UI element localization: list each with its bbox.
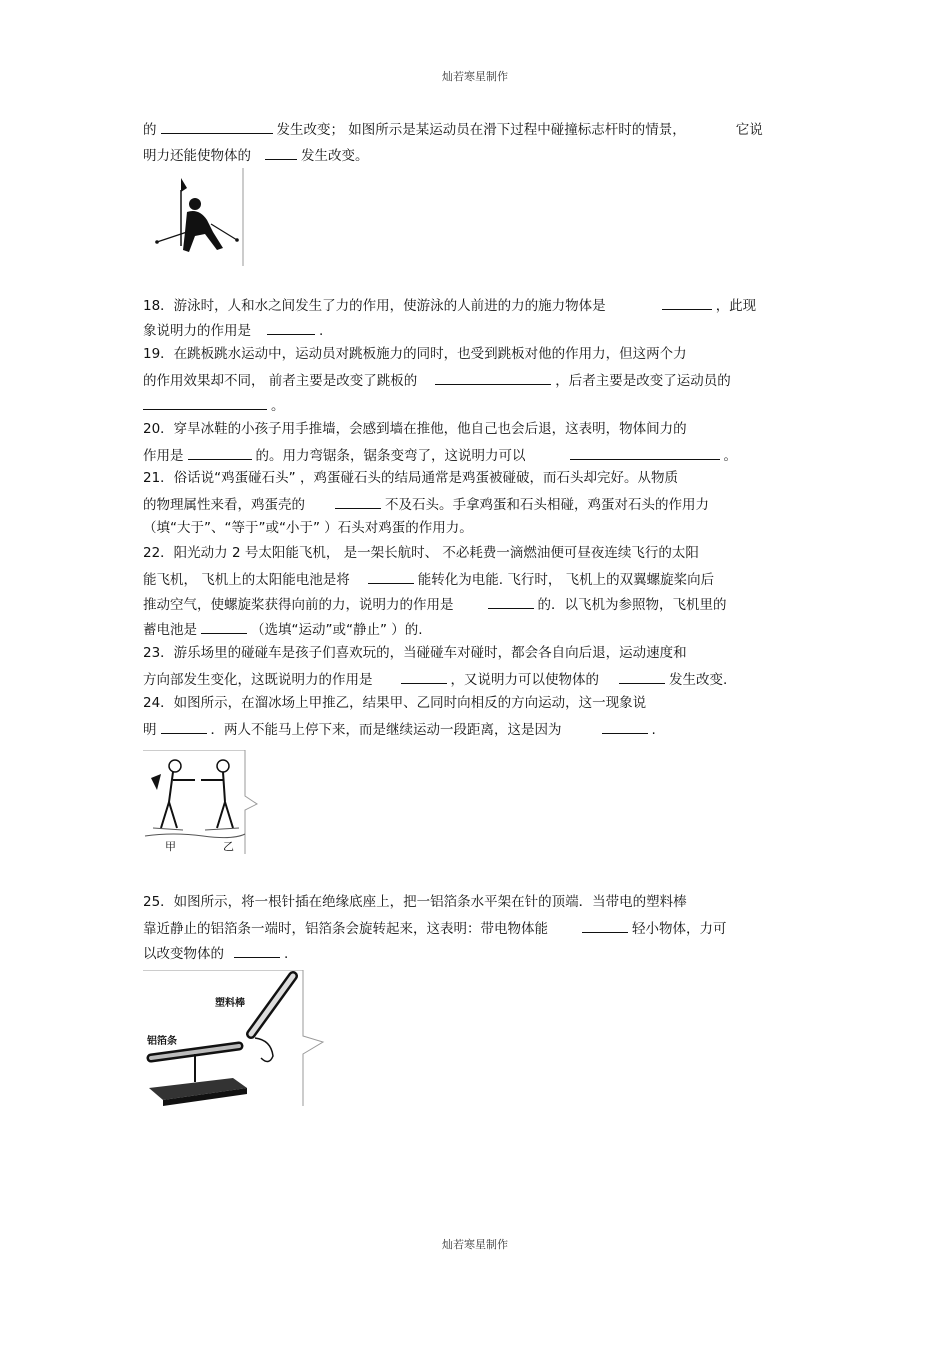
text: ．两人不能马上停下来，而是继续运动一段距离，这是因为 bbox=[210, 722, 562, 738]
text: 靠近静止的铝箔条一端时，铝箔条会旋转起来，这表明：带电物体能 bbox=[143, 921, 548, 937]
answer-blank[interactable] bbox=[335, 493, 381, 509]
text: 的．以飞机为参照物，飞机里的 bbox=[537, 597, 727, 613]
text: 21．俗话说“鸡蛋碰石头” ，鸡蛋碰石头的结局通常是鸡蛋被碰破，而石头却完好。从物质 bbox=[143, 470, 678, 486]
text: . bbox=[284, 946, 289, 962]
q23-line-2 bbox=[143, 668, 813, 688]
text: 的物理属性来看，鸡蛋壳的 bbox=[143, 497, 305, 513]
answer-blank[interactable] bbox=[662, 294, 712, 310]
q17-line-1 bbox=[143, 118, 813, 138]
text: 24．如图所示，在溜冰场上甲推乙，结果甲、乙同时向相反的方向运动，这一现象说 bbox=[143, 695, 647, 711]
label-plastic-rod: 塑料棒 bbox=[215, 998, 245, 1009]
answer-blank[interactable] bbox=[570, 444, 720, 460]
text: 发生改变. bbox=[669, 672, 728, 688]
text: 明 bbox=[143, 722, 157, 738]
text: 的作用效果却不同， 前者主要是改变了跳板的 bbox=[143, 373, 418, 389]
text: 18．游泳时，人和水之间发生了力的作用，使游泳的人前进的力的施力物体是 bbox=[143, 298, 606, 314]
text: 20．穿旱冰鞋的小孩子用手推墙，会感到墙在推他，他自己也会后退，这表明，物体间力的 bbox=[143, 421, 687, 437]
answer-blank[interactable] bbox=[201, 618, 247, 634]
text: 。 bbox=[723, 448, 737, 464]
text: 蓄电池是 bbox=[143, 622, 197, 638]
skier-figure bbox=[143, 168, 247, 268]
text: 22．阳光动力 2 号太阳能飞机， 是一架长航时、 不必耗费一滴燃油便可昼夜连续飞行的太阳 bbox=[143, 545, 699, 561]
label-foil-strip: 铝箔条 bbox=[147, 1036, 177, 1047]
text: 明力还能使物体的 bbox=[143, 148, 251, 164]
text: . bbox=[651, 722, 656, 738]
q18-line-1 bbox=[143, 294, 813, 314]
answer-blank[interactable] bbox=[267, 319, 315, 335]
text: 。 bbox=[271, 398, 285, 414]
answer-blank[interactable] bbox=[143, 394, 267, 410]
text: ，又说明力可以使物体的 bbox=[450, 672, 599, 688]
text: 发生改变； 如图所示是某运动员在滑下过程中碰撞标志杆时的情景， bbox=[276, 122, 686, 138]
q20-line-1 bbox=[143, 419, 813, 439]
skaters-figure bbox=[143, 750, 263, 854]
answer-blank[interactable] bbox=[488, 593, 534, 609]
page-footer: 灿若寒星制作 bbox=[442, 1238, 508, 1251]
q22-line-3 bbox=[143, 593, 813, 613]
text: 23．游乐场里的碰碰车是孩子们喜欢玩的，当碰碰车对碰时，都会各自向后退，运动速度和 bbox=[143, 645, 687, 661]
q23-line-1 bbox=[143, 643, 813, 663]
text: . bbox=[319, 323, 324, 339]
answer-blank[interactable] bbox=[265, 144, 297, 160]
text: ，后者主要是改变了运动员的 bbox=[555, 373, 731, 389]
q21-line-2 bbox=[143, 493, 813, 513]
q22-line-1 bbox=[143, 543, 813, 563]
q24-line-2 bbox=[143, 718, 813, 738]
text: ，此现 bbox=[715, 298, 757, 314]
text: （选填“运动”或“静止” ）的. bbox=[251, 622, 423, 638]
text: 19．在跳板跳水运动中，运动员对跳板施力的同时，也受到跳板对他的作用力，但这两个力 bbox=[143, 346, 687, 362]
answer-blank[interactable] bbox=[582, 917, 628, 933]
answer-blank[interactable] bbox=[161, 118, 273, 134]
answer-blank[interactable] bbox=[188, 444, 252, 460]
q22-line-4 bbox=[143, 618, 813, 638]
text: 作用是 bbox=[143, 448, 184, 464]
answer-blank[interactable] bbox=[602, 718, 648, 734]
text: 方向部发生变化，这既说明力的作用是 bbox=[143, 672, 373, 688]
text: 发生改变。 bbox=[301, 148, 369, 164]
text: 的 bbox=[143, 122, 157, 138]
text: 以改变物体的 bbox=[143, 946, 224, 962]
q17-line-2 bbox=[143, 144, 813, 164]
q24-line-1 bbox=[143, 693, 813, 713]
q25-line-1 bbox=[143, 892, 813, 912]
q20-line-2 bbox=[143, 444, 813, 464]
text: 象说明力的作用是 bbox=[143, 323, 251, 339]
answer-blank[interactable] bbox=[435, 369, 551, 385]
page-header: 灿若寒星制作 bbox=[442, 70, 508, 83]
text: （填“大于”、“等于”或“小于” ）石头对鸡蛋的作用力。 bbox=[143, 520, 473, 536]
text: 不及石头。手拿鸡蛋和石头相碰，鸡蛋对石头的作用力 bbox=[385, 497, 709, 513]
q21-line-3 bbox=[143, 518, 813, 538]
q19-line-3 bbox=[143, 394, 813, 414]
text: 推动空气，使螺旋桨获得向前的力，说明力的作用是 bbox=[143, 597, 454, 613]
text: 的。用力弯锯条，锯条变弯了，这说明力可以 bbox=[255, 448, 526, 464]
q22-line-2 bbox=[143, 568, 813, 588]
text: 25．如图所示，将一根针插在绝缘底座上，把一铝箔条水平架在针的顶端．当带电的塑料棒 bbox=[143, 894, 687, 910]
q18-line-2 bbox=[143, 319, 813, 339]
q25-line-3 bbox=[143, 942, 813, 962]
answer-blank[interactable] bbox=[619, 668, 665, 684]
label-jia: 甲 bbox=[165, 840, 176, 853]
foil-rod-figure bbox=[143, 970, 329, 1108]
answer-blank[interactable] bbox=[234, 942, 280, 958]
text: 它说 bbox=[735, 122, 763, 138]
text: 能转化为电能. 飞行时， 飞机上的双翼螺旋桨向后 bbox=[417, 572, 715, 588]
q19-line-1 bbox=[143, 344, 813, 364]
q19-line-2 bbox=[143, 369, 813, 389]
answer-blank[interactable] bbox=[401, 668, 447, 684]
text: 轻小物体，力可 bbox=[632, 921, 727, 937]
label-yi: 乙 bbox=[223, 840, 234, 853]
q25-line-2 bbox=[143, 917, 813, 937]
text: 能飞机， 飞机上的太阳能电池是将 bbox=[143, 572, 350, 588]
answer-blank[interactable] bbox=[368, 568, 414, 584]
answer-blank[interactable] bbox=[161, 718, 207, 734]
q21-line-1 bbox=[143, 468, 813, 488]
